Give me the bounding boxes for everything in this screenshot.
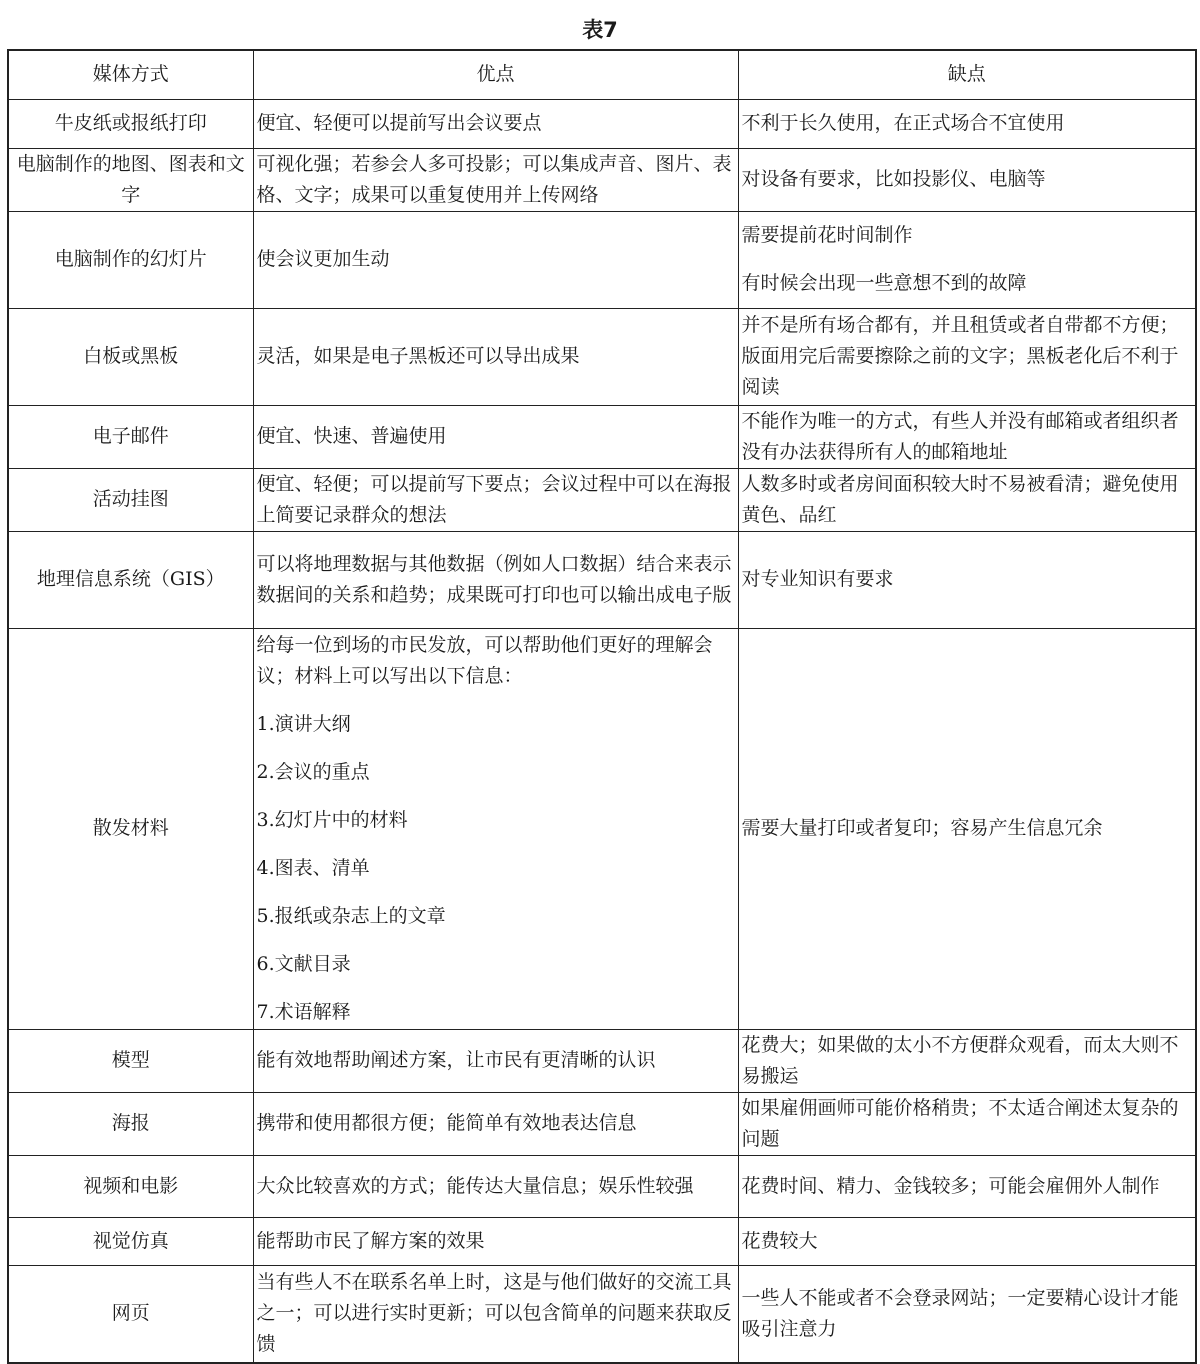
advantage-text: 大众比较喜欢的方式；能传达大量信息；娱乐性较强 bbox=[256, 1174, 694, 1197]
cell-media-method: 地理信息系统（GIS） bbox=[8, 531, 253, 628]
disadvantage-text: 需要提前花时间制作 bbox=[741, 224, 913, 246]
table-row bbox=[8, 405, 1196, 468]
advantage-text: 可以将地理数据与其他数据（例如人口数据）结合来表示数据间的关系和趋势；成果既可打印也可以输出成电子版 bbox=[256, 552, 732, 606]
advantage-text: 可视化强；若参会人多可投影；可以集成声音、图片、表格、文字；成果可以重复使用并上传网络 bbox=[256, 152, 732, 206]
table-row bbox=[8, 99, 1196, 148]
header-disadvantages: 缺点 bbox=[738, 50, 1196, 99]
disadvantage-text: 有时候会出现一些意想不到的故障 bbox=[741, 272, 1027, 294]
table-row bbox=[8, 211, 1196, 308]
table-row bbox=[8, 1029, 1196, 1092]
cell-advantages bbox=[253, 308, 738, 405]
advantage-text: 4.图表、清单 bbox=[256, 856, 370, 879]
advantage-text: 1.演讲大纲 bbox=[256, 712, 351, 735]
disadvantage-text: 一些人不能或者不会登录网站；一定要精心设计才能吸引注意力 bbox=[741, 1286, 1179, 1340]
cell-media-method: 视觉仿真 bbox=[8, 1217, 253, 1265]
cell-media-method: 网页 bbox=[8, 1265, 253, 1363]
cell-advantages bbox=[253, 628, 738, 1029]
cell-advantages bbox=[253, 1217, 738, 1265]
cell-media-method: 牛皮纸或报纸打印 bbox=[8, 99, 253, 148]
disadvantage-text: 花费较大 bbox=[741, 1229, 818, 1252]
cell-disadvantages bbox=[738, 211, 1196, 308]
advantage-text: 便宜、快速、普遍使用 bbox=[256, 425, 447, 447]
cell-disadvantages bbox=[738, 468, 1196, 531]
advantage-text: 2.会议的重点 bbox=[256, 760, 370, 783]
table-body bbox=[8, 99, 1196, 1363]
cell-disadvantages bbox=[738, 1029, 1196, 1092]
table-row bbox=[8, 628, 1196, 1029]
header-advantages: 优点 bbox=[253, 50, 738, 99]
cell-advantages bbox=[253, 1265, 738, 1363]
cell-advantages bbox=[253, 405, 738, 468]
cell-media-method: 散发材料 bbox=[8, 628, 253, 1029]
advantage-text: 灵活，如果是电子黑板还可以导出成果 bbox=[256, 345, 580, 367]
advantage-text: 当有些人不在联系名单上时，这是与他们做好的交流工具之一；可以进行实时更新；可以包含简单的问题来获取反馈 bbox=[256, 1271, 732, 1356]
table-row bbox=[8, 1155, 1196, 1217]
cell-media-method: 白板或黑板 bbox=[8, 308, 253, 405]
media-comparison-table bbox=[7, 49, 1197, 1364]
advantage-text: 给每一位到场的市民发放，可以帮助他们更好的理解会议；材料上可以写出以下信息： bbox=[256, 633, 713, 687]
disadvantage-text: 不能作为唯一的方式，有些人并没有邮箱或者组织者没有办法获得所有人的邮箱地址 bbox=[741, 409, 1179, 463]
cell-disadvantages bbox=[738, 1217, 1196, 1265]
cell-disadvantages bbox=[738, 405, 1196, 468]
cell-disadvantages bbox=[738, 99, 1196, 148]
cell-media-method: 电子邮件 bbox=[8, 405, 253, 468]
table-row bbox=[8, 1092, 1196, 1155]
table-row bbox=[8, 1265, 1196, 1363]
table-row bbox=[8, 531, 1196, 628]
advantage-text: 便宜、轻便；可以提前写下要点；会议过程中可以在海报上简要记录群众的想法 bbox=[256, 472, 732, 526]
disadvantage-text: 花费大；如果做的太小不方便群众观看，而太大则不易搬运 bbox=[741, 1033, 1179, 1087]
advantage-text: 7.术语解释 bbox=[256, 1000, 351, 1023]
table-row bbox=[8, 308, 1196, 405]
disadvantage-text: 如果雇佣画师可能价格稍贵；不太适合阐述太复杂的问题 bbox=[741, 1096, 1179, 1150]
advantage-text: 携带和使用都很方便；能简单有效地表达信息 bbox=[256, 1112, 637, 1134]
cell-advantages bbox=[253, 1029, 738, 1092]
advantage-text: 6.文献目录 bbox=[256, 952, 351, 975]
cell-disadvantages bbox=[738, 1092, 1196, 1155]
advantage-text: 能帮助市民了解方案的效果 bbox=[256, 1229, 485, 1252]
table-title: 表7 bbox=[582, 18, 618, 42]
cell-media-method: 视频和电影 bbox=[8, 1155, 253, 1217]
disadvantage-text: 对专业知识有要求 bbox=[741, 568, 894, 590]
cell-media-method: 海报 bbox=[8, 1092, 253, 1155]
disadvantage-text: 不利于长久使用，在正式场合不宜使用 bbox=[741, 112, 1065, 134]
cell-media-method: 电脑制作的幻灯片 bbox=[8, 211, 253, 308]
table-row bbox=[8, 468, 1196, 531]
cell-advantages bbox=[253, 1155, 738, 1217]
cell-disadvantages bbox=[738, 1265, 1196, 1363]
cell-media-method: 模型 bbox=[8, 1029, 253, 1092]
disadvantage-text: 需要大量打印或者复印；容易产生信息冗余 bbox=[741, 817, 1103, 839]
cell-disadvantages bbox=[738, 148, 1196, 211]
cell-disadvantages bbox=[738, 628, 1196, 1029]
disadvantage-text: 花费时间、精力、金钱较多；可能会雇佣外人制作 bbox=[741, 1174, 1160, 1197]
table-row bbox=[8, 1217, 1196, 1265]
cell-advantages bbox=[253, 531, 738, 628]
table-row bbox=[8, 148, 1196, 211]
disadvantage-text: 并不是所有场合都有，并且租赁或者自带都不方便；版面用完后需要擦除之前的文字；黑板老化后不利于阅读 bbox=[741, 314, 1179, 398]
header-media-method: 媒体方式 bbox=[8, 50, 253, 99]
cell-advantages bbox=[253, 148, 738, 211]
cell-disadvantages bbox=[738, 1155, 1196, 1217]
advantage-text: 能有效地帮助阐述方案，让市民有更清晰的认识 bbox=[256, 1049, 656, 1071]
advantage-text: 5.报纸或杂志上的文章 bbox=[256, 904, 446, 927]
advantage-text: 便宜、轻便可以提前写出会议要点 bbox=[256, 112, 542, 134]
cell-advantages bbox=[253, 1092, 738, 1155]
cell-media-method: 活动挂图 bbox=[8, 468, 253, 531]
cell-media-method: 电脑制作的地图、图表和文字 bbox=[8, 148, 253, 211]
cell-disadvantages bbox=[738, 531, 1196, 628]
cell-advantages bbox=[253, 211, 738, 308]
disadvantage-text: 人数多时或者房间面积较大时不易被看清；避免使用黄色、品红 bbox=[741, 472, 1179, 526]
advantage-text: 使会议更加生动 bbox=[256, 248, 390, 270]
disadvantage-text: 对设备有要求，比如投影仪、电脑等 bbox=[741, 168, 1046, 190]
cell-disadvantages bbox=[738, 308, 1196, 405]
cell-advantages bbox=[253, 99, 738, 148]
cell-advantages bbox=[253, 468, 738, 531]
table-header-row bbox=[8, 50, 1196, 99]
advantage-text: 3.幻灯片中的材料 bbox=[256, 808, 408, 831]
